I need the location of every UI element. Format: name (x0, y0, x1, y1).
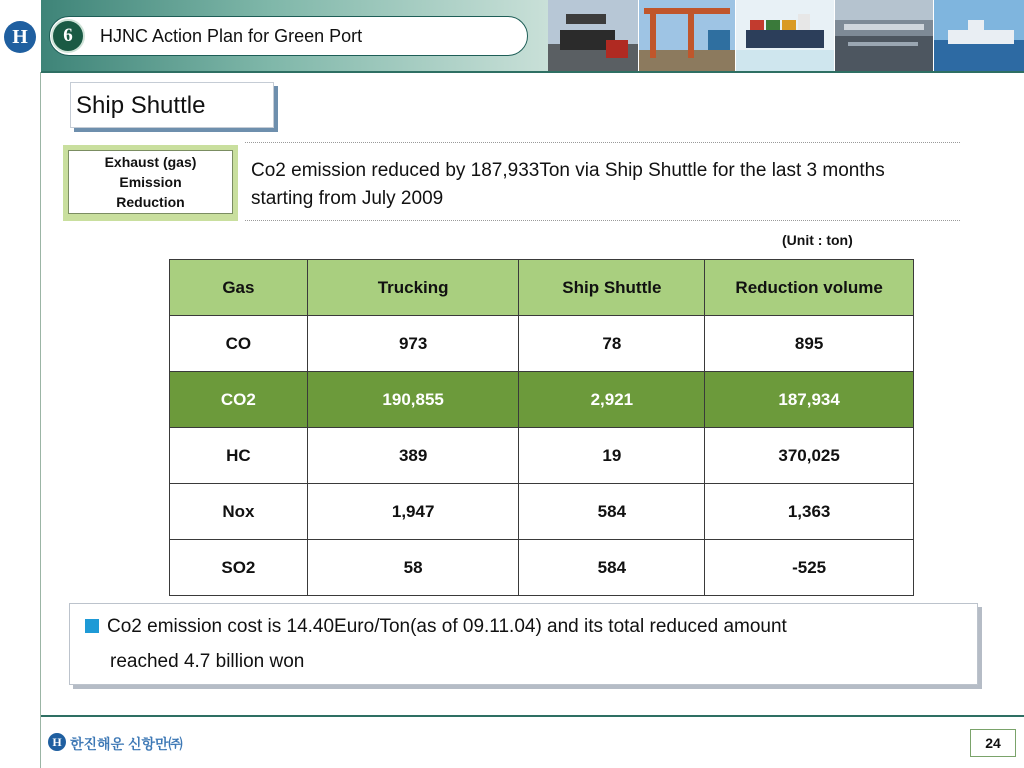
tag-label (68, 152, 233, 212)
table-cell: CO (170, 316, 308, 372)
table-cell: 973 (307, 316, 519, 372)
table-cell: 370,025 (705, 428, 914, 484)
table-cell: 19 (519, 428, 705, 484)
table-cell: 2,921 (519, 372, 705, 428)
table-cell: 190,855 (307, 372, 519, 428)
unit-note: (Unit : ton) (782, 232, 853, 248)
table-cell: Nox (170, 484, 308, 540)
table-header-cell: Ship Shuttle (519, 260, 705, 316)
footer-logo-icon: H (48, 733, 66, 751)
table-cell: 389 (307, 428, 519, 484)
vessel-photo (934, 0, 1024, 72)
chapter-number-badge: 6 (51, 19, 85, 53)
table-cell: SO2 (170, 540, 308, 596)
tag-line-1: Exhaust (gas) (104, 154, 197, 170)
crane-photo (639, 0, 735, 72)
header-photo-strip (548, 0, 1024, 72)
table-cell: -525 (705, 540, 914, 596)
description-text: Co2 emission reduced by 187,933Ton via Ship Shuttle for the last 3 months starting from July 2009 (251, 160, 885, 209)
table-row-highlighted (170, 372, 914, 428)
table-cell: HC (170, 428, 308, 484)
table-row (170, 484, 914, 540)
table-cell: CO2 (170, 372, 308, 428)
dotted-divider-bottom (245, 220, 960, 221)
company-logo-icon: H (4, 21, 36, 53)
footer-divider (41, 715, 1024, 717)
table-cell: 78 (519, 316, 705, 372)
table-header-row (170, 260, 914, 316)
note-line-1: Co2 emission cost is 14.40Euro/Ton(as of 09.11.04) and its total reduced amount (107, 616, 787, 637)
section-title: Ship Shuttle (76, 92, 206, 119)
footer-company-name: 한진해운 신항만㈜ (70, 736, 183, 752)
table-header-cell: Trucking (307, 260, 519, 316)
note-line-2: reached 4.7 billion won (110, 651, 305, 672)
terminal-photo (835, 0, 933, 72)
table-cell: 187,934 (705, 372, 914, 428)
table-cell: 584 (519, 540, 705, 596)
header-divider (41, 71, 1024, 73)
table-cell: 584 (519, 484, 705, 540)
left-rail-line (40, 0, 41, 768)
table-cell: 1,363 (705, 484, 914, 540)
reach-stacker-photo (548, 0, 638, 72)
table-cell: 58 (307, 540, 519, 596)
table-header-cell: Gas (170, 260, 308, 316)
table-header-cell: Reduction volume (705, 260, 914, 316)
table-row (170, 540, 914, 596)
emission-table (169, 259, 914, 596)
tag-line-3: Reduction (116, 194, 185, 210)
header-logo-area (0, 0, 41, 72)
dotted-divider-top (245, 142, 960, 143)
table-row (170, 428, 914, 484)
tag-line-2: Emission (119, 174, 182, 190)
table-cell: 895 (705, 316, 914, 372)
page-number: 24 (985, 735, 1001, 751)
header-title: HJNC Action Plan for Green Port (100, 26, 363, 46)
container-ship-photo (736, 0, 834, 72)
table-cell: 1,947 (307, 484, 519, 540)
square-bullet-icon (85, 619, 99, 633)
table-row (170, 316, 914, 372)
